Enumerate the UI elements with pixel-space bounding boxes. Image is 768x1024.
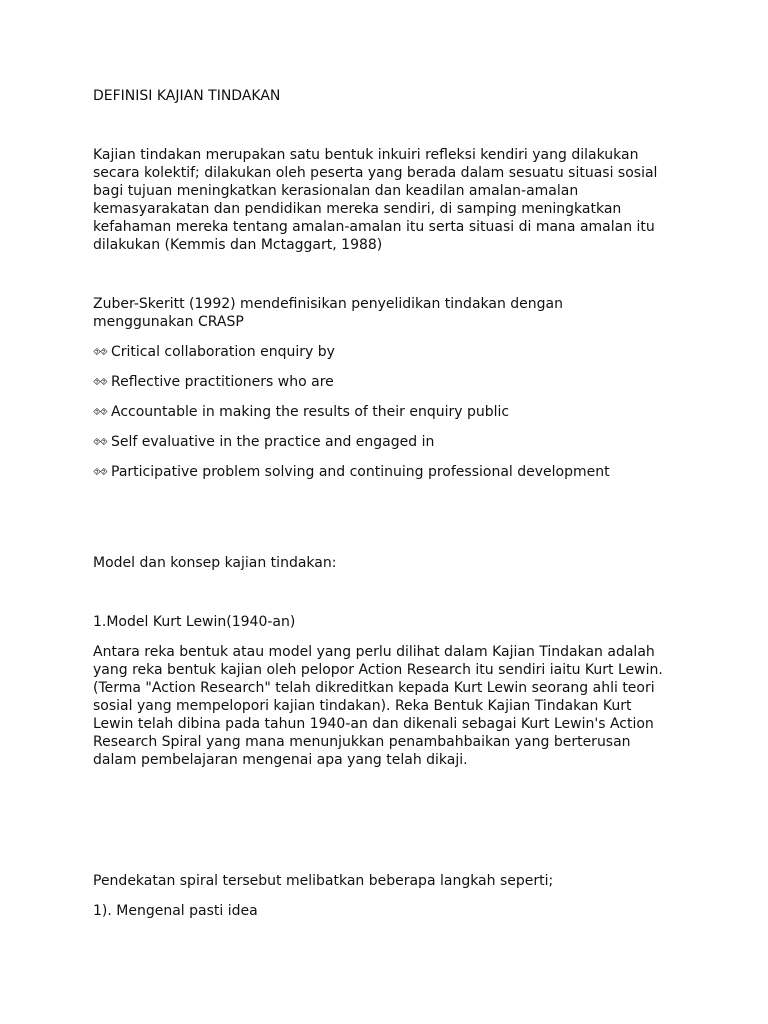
list-item-text: Reflective practitioners who are (111, 374, 334, 390)
paragraph-line: secara kolektif; dilakukan oleh peserta yang berada dalam sesuatu situasi sosial (93, 165, 658, 181)
paragraph-line: menggunakan CRASP (93, 314, 244, 330)
model1-paragraph (93, 643, 693, 769)
list-item (93, 463, 610, 482)
list-item (93, 403, 509, 422)
paragraph-line: yang reka bentuk kajian oleh pelopor Action Research itu sendiri iaitu Kurt Lewin. (93, 662, 663, 678)
definition-paragraph (93, 146, 693, 254)
paragraph-line: dilakukan (Kemmis dan Mctaggart, 1988) (93, 237, 383, 253)
list-item-text: Self evaluative in the practice and engaged in (111, 434, 435, 450)
crasp-intro-paragraph (93, 295, 693, 331)
bullet-icon: ⯑⯑ (93, 347, 107, 358)
paragraph-text: Pendekatan spiral tersebut melibatkan beberapa langkah seperti; (93, 873, 554, 889)
bullet-icon: ⯑⯑ (93, 377, 107, 388)
paragraph-line: Research Spiral yang mana menunjukkan penambahbaikan yang berterusan (93, 734, 631, 750)
list-item-text: Critical collaboration enquiry by (111, 344, 335, 360)
document-title: DEFINISI KAJIAN TINDAKAN (93, 88, 281, 104)
list-item (93, 343, 335, 362)
section-heading: Model dan konsep kajian tindakan: (93, 555, 337, 571)
list-item (93, 433, 434, 452)
paragraph-line: Lewin telah dibina pada tahun 1940-an dan dikenali sebagai Kurt Lewin's Action (93, 716, 654, 732)
bullet-icon: ⯑⯑ (93, 467, 107, 478)
bullet-icon: ⯑⯑ (93, 437, 107, 448)
step-item: 1). Mengenal pasti idea (93, 903, 258, 919)
paragraph-line: Antara reka bentuk atau model yang perlu dilihat dalam Kajian Tindakan adalah (93, 644, 655, 660)
paragraph-line: sosial yang mempelopori kajian tindakan). Reka Bentuk Kajian Tindakan Kurt (93, 698, 632, 714)
bullet-icon: ⯑⯑ (93, 407, 107, 418)
subsection-heading: 1.Model Kurt Lewin(1940-an) (93, 614, 296, 630)
paragraph-line: Zuber-Skeritt (1992) mendefinisikan penyelidikan tindakan dengan (93, 296, 563, 312)
list-item-text: Accountable in making the results of their enquiry public (111, 404, 510, 420)
paragraph-line: kemasyarakatan dan pendidikan mereka sendiri, di samping meningkatkan (93, 201, 622, 217)
list-item-text: Participative problem solving and continuing professional development (111, 464, 610, 480)
paragraph-line: kefahaman mereka tentang amalan-amalan itu serta situasi di mana amalan itu (93, 219, 655, 235)
paragraph-line: Kajian tindakan merupakan satu bentuk inkuiri refleksi kendiri yang dilakukan (93, 147, 639, 163)
paragraph-line: (Terma "Action Research" telah dikreditkan kepada Kurt Lewin seorang ahli teori (93, 680, 655, 696)
paragraph-line: dalam pembelajaran mengenai apa yang telah dikaji. (93, 752, 468, 768)
list-item (93, 373, 334, 392)
paragraph-line: bagi tujuan meningkatkan kerasionalan dan keadilan amalan-amalan (93, 183, 579, 199)
